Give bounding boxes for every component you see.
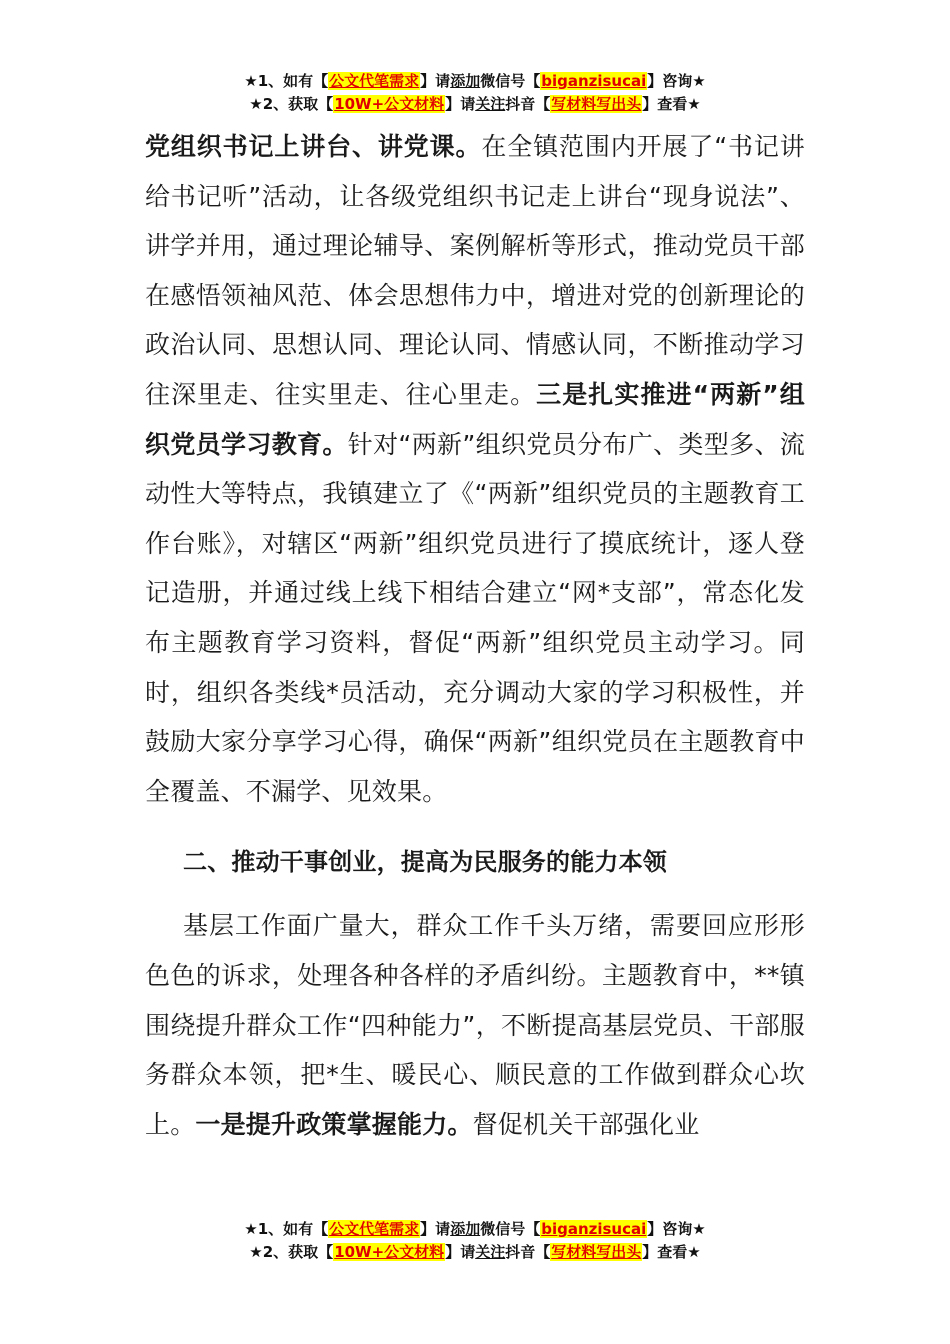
banner-highlight: 10W+公文材料 bbox=[334, 95, 445, 113]
banner-highlight: biganzisucai bbox=[541, 72, 647, 90]
paragraph-text: 针对“两新”组织党员分布广、类型多、流动性大等特点，我镇建立了《“两新”组织党员的主题教育工作台账》，对辖区“两新”组织党员进行了摸底统计，逐人登记造册，并通过线上线下相结合建立“网*支部”，常态化发布主题教育学习资料，督促“两新”组织党员主动学习。同时，组织各类线*员活动，充分调动大家的学习积极性，并鼓励大家分享学习心得，确保“两新”组织党员在主题教育中全覆盖、不漏学、见效果。 bbox=[145, 429, 805, 806]
paragraph-1 bbox=[145, 122, 805, 816]
banner-text: 微信号【 bbox=[480, 72, 541, 90]
banner-text: ★2、获取【 bbox=[249, 1243, 334, 1261]
section-heading: 二、推动干事创业，提高为民服务的能力本领 bbox=[183, 848, 667, 877]
bold-lead-text: 三是扎实推进“两新”组织党员学习教育。 bbox=[145, 379, 805, 459]
banner-text: 】咨询★ bbox=[647, 1220, 706, 1238]
banner-text: ★1、如有【 bbox=[244, 1220, 329, 1238]
banner-line-1 bbox=[0, 1218, 950, 1241]
banner-text: ★2、获取【 bbox=[249, 95, 334, 113]
banner-underlined-text: 关注 bbox=[475, 95, 506, 113]
banner-highlight: 公文代笔需求 bbox=[329, 1220, 420, 1238]
banner-text: 】请 bbox=[420, 1220, 451, 1238]
banner-text: 】查看★ bbox=[642, 1243, 701, 1261]
banner-text: 抖音【 bbox=[505, 1243, 551, 1261]
paragraph-text: 督促机关干部强化业 bbox=[472, 1109, 700, 1139]
top-banner bbox=[0, 70, 950, 116]
banner-text: ★1、如有【 bbox=[244, 72, 329, 90]
banner-text: 】请 bbox=[420, 72, 451, 90]
banner-line-1 bbox=[0, 70, 950, 93]
banner-underlined-text: 添加 bbox=[450, 1220, 481, 1238]
banner-highlight: 写材料写出头 bbox=[551, 95, 642, 113]
banner-highlight: biganzisucai bbox=[541, 1220, 647, 1238]
bottom-banner bbox=[0, 1218, 950, 1264]
banner-highlight: 10W+公文材料 bbox=[334, 1243, 445, 1261]
banner-text: 】请 bbox=[445, 95, 476, 113]
banner-text: 微信号【 bbox=[480, 1220, 541, 1238]
bold-lead-text: 一是提升政策掌握能力。 bbox=[195, 1109, 473, 1139]
banner-underlined-text: 添加 bbox=[450, 72, 481, 90]
banner-text: 】查看★ bbox=[642, 95, 701, 113]
banner-highlight: 写材料写出头 bbox=[551, 1243, 642, 1261]
document-body bbox=[145, 122, 805, 1149]
paragraph-2 bbox=[145, 901, 805, 1149]
paragraph-text: 基层工作面广量大，群众工作千头万绪，需要回应形形色色的诉求，处理各种各样的矛盾纠纷。主题教育中，**镇围绕提升群众工作“四种能力”，不断提高基层党员、干部服务群众本领，把*生、暖民心、顺民意的工作做到群众心坎上。 bbox=[145, 911, 805, 1139]
banner-line-2 bbox=[0, 1241, 950, 1264]
bold-lead-text: 党组织书记上讲台、讲党课。 bbox=[145, 132, 482, 161]
paragraph-text: 在全镇范围内开展了“书记讲给书记听”活动，让各级党组织书记走上讲台“现身说法”、讲学并用，通过理论辅导、案例解析等形式，推动党员干部在感悟领袖风范、体会思想伟力中，增进对党的创新理论的政治认同、思想认同、理论认同、情感认同，不断推动学习往深里走、往实里走、往心里走。 bbox=[145, 132, 805, 409]
banner-text: 抖音【 bbox=[505, 95, 551, 113]
banner-underlined-text: 关注 bbox=[475, 1243, 506, 1261]
banner-line-2 bbox=[0, 93, 950, 116]
banner-highlight: 公文代笔需求 bbox=[329, 72, 420, 90]
banner-text: 】咨询★ bbox=[647, 72, 706, 90]
banner-text: 】请 bbox=[445, 1243, 476, 1261]
